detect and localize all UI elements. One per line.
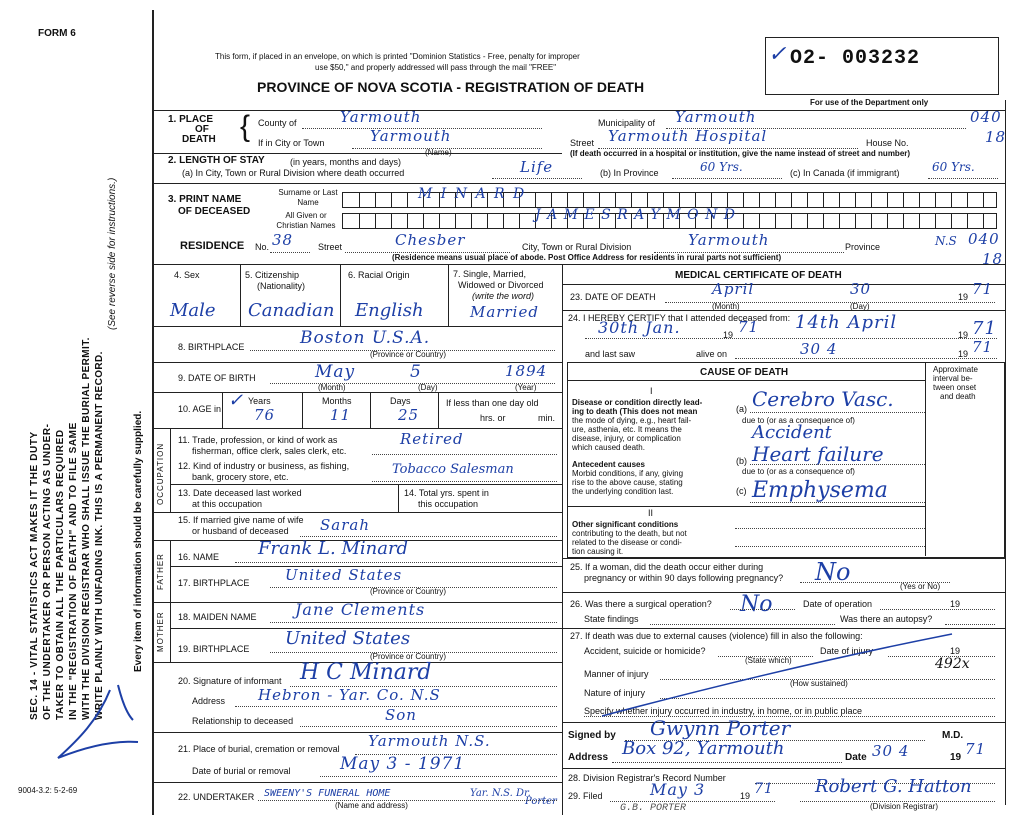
certify-label: 24. I HEREBY CERTIFY that I attended deceased from: xyxy=(568,313,791,323)
interval-label-1: Approximate xyxy=(933,365,978,374)
father-birthplace-value: United States xyxy=(285,566,403,584)
autopsy-line xyxy=(945,624,995,625)
municipality-label: Municipality of xyxy=(598,118,656,128)
disease-label-3: the mode of dying, e.g., heart fail- xyxy=(572,416,692,425)
sep-6-7 xyxy=(448,264,449,326)
q25-label-1: 25. If a woman, did the death occur either during xyxy=(570,562,764,572)
racial-value: English xyxy=(355,300,424,321)
father-name-value: Frank L. Minard xyxy=(258,538,409,559)
residence-no-label: No. xyxy=(255,242,270,252)
place-label-1: 1. PLACE xyxy=(168,114,214,125)
cause-part-2: II xyxy=(648,508,654,518)
last-worked-label-1: 13. Date deceased last worked xyxy=(178,488,302,498)
divider-10 xyxy=(152,392,562,393)
informant-signature: H C Minard xyxy=(300,660,432,685)
divider-15 xyxy=(152,512,562,513)
registration-number: O2- 003232 xyxy=(790,47,921,70)
marital-label-1: 7. Single, Married, xyxy=(453,269,527,279)
date-of-death-label: 23. DATE OF DEATH xyxy=(570,292,656,302)
sep-13-14 xyxy=(398,484,399,512)
medical-heading: MEDICAL CERTIFICATE OF DEATH xyxy=(675,270,842,281)
death-day-caption: (Day) xyxy=(850,302,870,311)
dob-day-caption: (Day) xyxy=(418,383,438,392)
county-label: County of xyxy=(258,118,297,128)
father-birthplace-label: 17. BIRTHPLACE xyxy=(178,578,250,588)
stay-a-line xyxy=(492,178,582,179)
how-caption: (How sustained) xyxy=(790,679,848,688)
divider-23 xyxy=(562,284,1005,285)
cause-a-value: Cerebro Vasc. xyxy=(752,387,894,411)
dob-label: 9. DATE OF BIRTH xyxy=(178,373,256,383)
residence-province-value: N.S xyxy=(935,234,957,248)
antecedent-label-3: rise to the above cause, stating xyxy=(572,478,683,487)
racial-label: 6. Racial Origin xyxy=(348,270,410,280)
side-instructions-4: IN THE "REGISTRATION OF DEATH" AND TO FILE SAME xyxy=(68,422,79,720)
age-days: 25 xyxy=(398,406,420,424)
name-label-1: 3. PRINT NAME xyxy=(168,194,242,205)
death-year: 71 xyxy=(972,280,994,298)
dept-use-note: For use of the Department only xyxy=(810,98,929,107)
burial-place-label: 21. Place of burial, cremation or removal xyxy=(178,744,340,754)
min-label: min. xyxy=(538,413,556,423)
footer-code: 9004-3.2: 5-2-69 xyxy=(18,786,78,795)
filed-year-prefix: 19 xyxy=(740,791,751,801)
residence-street-value: Chesber xyxy=(395,231,466,249)
citizenship-value: Canadian xyxy=(248,300,335,321)
death-day: 30 xyxy=(850,280,872,298)
years-label: Years xyxy=(248,396,271,406)
md-label: M.D. xyxy=(942,730,964,741)
maiden-label: 18. MAIDEN NAME xyxy=(178,612,257,622)
municipality-value: Yarmouth xyxy=(675,108,757,126)
divider-25 xyxy=(562,558,1005,559)
residence-code-1: 040 xyxy=(968,230,1000,248)
informant-sig-label: 20. Signature of informant xyxy=(178,676,282,686)
cause-interval-sep xyxy=(925,362,926,556)
occupation-side-label: OCCUPATION xyxy=(156,442,165,505)
dob-month: May xyxy=(315,362,356,382)
attended-from: 30th Jan. xyxy=(598,318,681,337)
industry-label-2: bank, grocery store, etc. xyxy=(192,472,289,482)
cause-a-line xyxy=(750,412,925,413)
years-spent-label-2: this occupation xyxy=(418,499,479,509)
marital-label-3: (write the word) xyxy=(472,291,535,301)
autopsy-label: Was there an autopsy? xyxy=(840,614,933,624)
side-instructions-1: SEC. 14 - VITAL STATISTICS ACT MAKES IT THE DUTY xyxy=(29,431,40,720)
cause-c-value: Emphysema xyxy=(752,478,888,503)
attended-to: 14th April xyxy=(795,312,898,333)
father-side-sep xyxy=(170,540,171,602)
dob-month-caption: (Month) xyxy=(318,383,346,392)
antecedent-label-2: Morbid conditions, if any, giving xyxy=(572,469,684,478)
cause-a-marker: (a) xyxy=(736,404,747,414)
injury-year-prefix: 19 xyxy=(950,646,961,656)
place-label-3: DEATH xyxy=(182,134,216,145)
divider-3 xyxy=(152,183,1005,184)
sign-address-label: Address xyxy=(568,752,609,763)
antecedent-label-4: the underlying condition last. xyxy=(572,487,674,496)
residence-code-2: 18 xyxy=(982,250,1004,268)
days-label: Days xyxy=(390,396,411,406)
occupation-side-sep xyxy=(170,428,171,512)
physician-signature: Gwynn Porter xyxy=(650,716,791,740)
street-value: Yarmouth Hospital xyxy=(608,127,768,145)
undertaker-label: 22. UNDERTAKER xyxy=(178,792,255,802)
relationship-value: Son xyxy=(385,706,417,724)
age-years: 76 xyxy=(254,406,276,424)
place-label-2: OF xyxy=(195,124,209,135)
signed-by-label: Signed by xyxy=(568,730,616,741)
alive-label: alive on xyxy=(696,349,728,359)
state-which-caption: (State which) xyxy=(745,656,792,665)
sign-date-value: 30 4 xyxy=(872,742,910,760)
findings-label: State findings xyxy=(584,614,639,624)
surname-value: M I N A R D xyxy=(418,186,527,202)
alive-value: 30 4 xyxy=(800,340,838,358)
place-brace: { xyxy=(240,110,251,143)
side-instructions-8: Every item of information should be carefully supplied. xyxy=(133,410,144,672)
form-left-border xyxy=(152,10,154,815)
dob-year-caption: (Year) xyxy=(515,383,537,392)
age-sep-1 xyxy=(222,392,223,428)
stay-c-label: (c) In Canada (if immigrant) xyxy=(790,168,900,178)
q26-label: 26. Was there a surgical operation? xyxy=(570,599,712,609)
cause-c-line xyxy=(750,502,925,503)
divider-27 xyxy=(562,628,1005,629)
burial-place-value: Yarmouth N.S. xyxy=(368,732,491,750)
birthplace-value: Boston U.S.A. xyxy=(300,328,431,348)
attended-line xyxy=(585,338,997,339)
undertaker-caption: (Name and address) xyxy=(335,801,408,810)
divider-9 xyxy=(152,362,562,363)
sign-year: 71 xyxy=(965,740,987,758)
manner-code: 492x xyxy=(935,656,970,672)
filed-label: 29. Filed xyxy=(568,791,603,801)
cause-b-due: due to (or as a consequence of) xyxy=(742,467,855,476)
interval-label-3: tween onset xyxy=(933,383,977,392)
death-month-caption: (Month) xyxy=(712,302,740,311)
spouse-value: Sarah xyxy=(320,516,370,534)
side-instructions-6: WRITE PLAINLY WITH UNFADING INK. THIS IS A PERMANENT RECORD. xyxy=(94,351,105,720)
specify-label: Specify whether injury occurred in industry, in home, or in public place xyxy=(584,706,862,716)
stay-b-line xyxy=(672,178,782,179)
residence-note: (Residence means usual place of abode. Post Office Address for residents in rural parts not sufficient) xyxy=(392,253,782,262)
divider-21 xyxy=(152,732,562,733)
trade-label-2: fisherman, office clerk, sales clerk, etc. xyxy=(192,446,347,456)
manner-label: Manner of injury xyxy=(584,669,649,679)
from-year-prefix: 19 xyxy=(723,330,734,340)
marital-value: Married xyxy=(470,303,539,321)
antecedent-label-1: Antecedent causes xyxy=(572,460,645,469)
yes-no-caption: (Yes or No) xyxy=(900,582,941,591)
divider-24 xyxy=(562,310,1005,311)
father-name-label: 16. NAME xyxy=(178,552,220,562)
informant-address-label: Address xyxy=(192,696,226,706)
other-line-2 xyxy=(735,546,925,547)
divider-main xyxy=(152,264,1005,265)
relationship-line xyxy=(300,726,557,727)
age-months: 11 xyxy=(330,406,352,424)
stay-label: 2. LENGTH OF STAY xyxy=(168,155,265,166)
form-title: PROVINCE OF NOVA SCOTIA - REGISTRATION OF DEATH xyxy=(257,79,645,95)
father-birthplace-caption: (Province or Country) xyxy=(370,587,447,596)
other-label-2: contributing to the death, but not xyxy=(572,529,687,538)
cause-part2-line xyxy=(567,506,925,507)
hrs-label: hrs. or xyxy=(480,413,506,423)
stay-c-value: 60 Yrs. xyxy=(932,160,975,174)
name-label-2: OF DECEASED xyxy=(178,206,251,217)
op-date-line xyxy=(880,609,995,610)
to-year: 71 xyxy=(972,318,997,339)
undertaker-value: SWEENY'S FUNERAL HOME xyxy=(264,788,391,799)
city-label: If in City or Town xyxy=(258,138,325,148)
county-value: Yarmouth xyxy=(340,108,422,126)
cause-b-marker: (b) xyxy=(736,456,747,466)
divider-22 xyxy=(152,782,562,783)
residence-no-value: 38 xyxy=(272,231,294,249)
other-label-1: Other significant conditions xyxy=(572,520,679,529)
father-side-label: FATHER xyxy=(156,553,165,590)
side-instructions-3: TAKER TO OBTAIN ALL THE PARTICULARS REQUIRED xyxy=(55,429,66,720)
disease-label-2: ing to death (This does not mean xyxy=(572,407,698,416)
cause-b-value: Heart failure xyxy=(752,442,884,466)
sign-date-label: Date xyxy=(845,752,867,763)
mother-birthplace-label: 19. BIRTHPLACE xyxy=(178,644,250,654)
cause-a-due: due to (or as a consequence of) xyxy=(742,416,855,425)
interval-label-2: interval be- xyxy=(933,374,973,383)
alive-year: 71 xyxy=(972,338,994,356)
burial-date-value: May 3 - 1971 xyxy=(340,754,466,774)
burial-date-label: Date of burial or removal xyxy=(192,766,291,776)
other-line-1 xyxy=(735,528,925,529)
spouse-label-1: 15. If married give name of wife xyxy=(178,515,304,525)
form-right-border xyxy=(1005,100,1006,805)
residence-city-label: City, Town or Rural Division xyxy=(522,242,632,252)
mail-notice-line1: This form, if placed in an envelope, on which is printed "Dominion Statistics - Free, penalty for improper xyxy=(215,52,580,61)
maiden-line xyxy=(270,622,557,623)
place-code-2: 18 xyxy=(985,128,1007,146)
q25-label-2: pregnancy or within 90 days following pregnancy? xyxy=(584,573,784,583)
father-name-line xyxy=(235,562,557,563)
marital-label-2: Widowed or Divorced xyxy=(458,280,544,290)
filed-year: 71 xyxy=(754,781,774,797)
registrar-signature: Robert G. Hatton xyxy=(815,776,972,797)
sep-5-6 xyxy=(340,264,341,326)
divider-13 xyxy=(170,484,562,485)
stay-a-value: Life xyxy=(520,158,554,176)
porter-stamp: G.B. PORTER xyxy=(620,803,687,814)
side-instructions-2: OF THE UNDERTAKER OR PERSON ACTING AS UNDER- xyxy=(42,423,53,720)
divider-28 xyxy=(562,768,1005,769)
sex-value: Male xyxy=(170,300,216,321)
death-year-prefix: 19 xyxy=(958,292,969,302)
alive-year-prefix: 19 xyxy=(958,349,969,359)
dob-day: 5 xyxy=(410,362,422,382)
divider-top xyxy=(152,110,1005,111)
alive-line xyxy=(735,358,997,359)
less-than-label: If less than one day old xyxy=(446,398,539,408)
cause-a-value-2: Accident xyxy=(752,422,832,443)
strike-through-line xyxy=(600,630,960,720)
from-year: 71 xyxy=(738,318,760,336)
age-sep-4 xyxy=(438,392,439,428)
form-number: FORM 6 xyxy=(38,28,76,39)
sign-year-prefix: 19 xyxy=(950,752,962,763)
op-year-prefix: 19 xyxy=(950,599,961,609)
sign-address-line xyxy=(612,762,842,763)
age-check: ✓ xyxy=(228,390,244,411)
accident-label: Accident, suicide or homicide? xyxy=(584,646,706,656)
mother-birthplace-caption: (Province or Country) xyxy=(370,652,447,661)
op-date-label: Date of operation xyxy=(803,599,873,609)
q26-value: No xyxy=(740,592,773,617)
q26-line xyxy=(730,609,795,610)
industry-value: Tobacco Salesman xyxy=(392,462,514,477)
divider-2 xyxy=(152,153,562,154)
years-spent-label-1: 14. Total yrs. spent in xyxy=(404,488,489,498)
cause-b-line xyxy=(750,464,925,465)
margin-pen-mark xyxy=(38,680,148,770)
age-label: 10. AGE in xyxy=(178,404,222,414)
death-month: April xyxy=(712,280,755,298)
center-divider xyxy=(562,264,563,815)
residence-province-label: Province xyxy=(845,242,881,252)
stay-a-label: (a) In City, Town or Rural Division where death occurred xyxy=(182,168,405,178)
trade-value: Retired xyxy=(400,430,464,448)
burial-date-line xyxy=(320,776,557,777)
maiden-value: Jane Clements xyxy=(295,600,426,619)
dob-year: 1894 xyxy=(505,362,548,380)
divider-8 xyxy=(152,326,562,327)
name-caption: (Name) xyxy=(425,148,452,157)
stay-b-value: 60 Yrs. xyxy=(700,160,743,174)
industry-label-1: 12. Kind of industry or business, as fishing, xyxy=(178,461,350,471)
surname-label: Surname or Last Name xyxy=(278,188,338,207)
filed-value: May 3 xyxy=(650,780,706,799)
cause-heading: CAUSE OF DEATH xyxy=(700,367,789,378)
last-saw-label: and last saw xyxy=(585,349,636,359)
filed-line xyxy=(610,801,775,802)
birthplace-caption: (Province or Country) xyxy=(370,350,447,359)
given-label: All Given or Christian Names xyxy=(276,211,336,230)
to-year-prefix: 19 xyxy=(958,330,969,340)
disease-label-6: which caused death. xyxy=(572,443,645,452)
residence-no-line xyxy=(270,252,310,253)
citizenship-label: 5. Citizenship xyxy=(245,270,300,280)
trade-label-1: 11. Trade, profession, or kind of work as xyxy=(178,435,338,445)
undertaker-signature: Porter xyxy=(525,796,557,807)
industry-line xyxy=(372,481,557,482)
age-sep-3 xyxy=(370,392,371,428)
undertaker-address: Yar. N.S. Dr. xyxy=(470,788,531,799)
other-label-4: tion causing it. xyxy=(572,547,624,556)
q27-label: 27. If death was due to external causes (violence) fill in also the following: xyxy=(570,631,863,641)
record-number-label: 28. Division Registrar's Record Number xyxy=(568,773,726,783)
trade-line xyxy=(372,454,557,455)
cause-part-1: I xyxy=(650,386,653,396)
relationship-label: Relationship to deceased xyxy=(192,716,294,726)
spouse-line xyxy=(300,536,557,537)
house-note: (If death occurred in a hospital or institution, give the name instead of street and number) xyxy=(570,149,911,158)
sex-label: 4. Sex xyxy=(174,270,200,280)
sep-4-5 xyxy=(240,264,241,326)
disease-label-1: Disease or condition directly lead- xyxy=(572,398,703,407)
stay-b-label: (b) In Province xyxy=(600,168,659,178)
house-label: House No. xyxy=(866,138,909,148)
injury-date-label: Date of injury xyxy=(820,646,874,656)
citizenship-sub: (Nationality) xyxy=(257,281,306,291)
disease-label-4: ure, asthenia, etc. It means the xyxy=(572,425,682,434)
nature-label: Nature of injury xyxy=(584,688,646,698)
q25-value: No xyxy=(815,558,851,586)
other-label-3: related to the disease or condi- xyxy=(572,538,682,547)
mail-notice-line2: use $50," and properly addressed will pass through the mail "FREE" xyxy=(315,63,557,72)
city-value: Yarmouth xyxy=(370,127,452,145)
divider-11 xyxy=(152,428,562,429)
mother-birthplace-value: United States xyxy=(285,628,411,649)
residence-city-value: Yarmouth xyxy=(688,231,770,249)
last-worked-label-2: at this occupation xyxy=(192,499,263,509)
birthplace-label: 8. BIRTHPLACE xyxy=(178,342,245,352)
disease-label-5: disease, injury, or complication xyxy=(572,434,681,443)
cause-heading-line xyxy=(567,380,925,381)
months-label: Months xyxy=(322,396,352,406)
stay-note: (in years, months and days) xyxy=(290,157,402,167)
findings-line xyxy=(650,624,835,625)
street-label: Street xyxy=(570,138,595,148)
age-sep-2 xyxy=(302,392,303,428)
registration-check-mark: ✓ xyxy=(768,42,787,67)
mother-side-sep xyxy=(170,602,171,662)
dob-line xyxy=(270,383,555,384)
given-value: J A M E S R A Y M O N D xyxy=(535,207,737,223)
interval-label-4: and death xyxy=(940,392,976,401)
sign-address-value: Box 92, Yarmouth xyxy=(622,738,785,759)
residence-street-label: Street xyxy=(318,242,343,252)
mother-side-label: MOTHER xyxy=(156,611,165,652)
cause-c-marker: (c) xyxy=(736,486,747,496)
divider-26 xyxy=(562,592,1005,593)
spouse-label-2: or husband of deceased xyxy=(192,526,289,536)
residence-label: RESIDENCE xyxy=(180,240,245,252)
side-instructions-7: (See reverse side for instructions.) xyxy=(107,177,118,330)
registrar-caption: (Division Registrar) xyxy=(870,802,939,811)
stay-c-line xyxy=(928,178,998,179)
side-instructions-5: WITH THE DIVISION REGISTRAR WHO SHALL ISSUE THE BURIAL PERMIT. xyxy=(81,337,92,720)
place-code-1: 040 xyxy=(970,108,1002,126)
informant-address-value: Hebron - Yar. Co. N.S xyxy=(258,686,441,704)
